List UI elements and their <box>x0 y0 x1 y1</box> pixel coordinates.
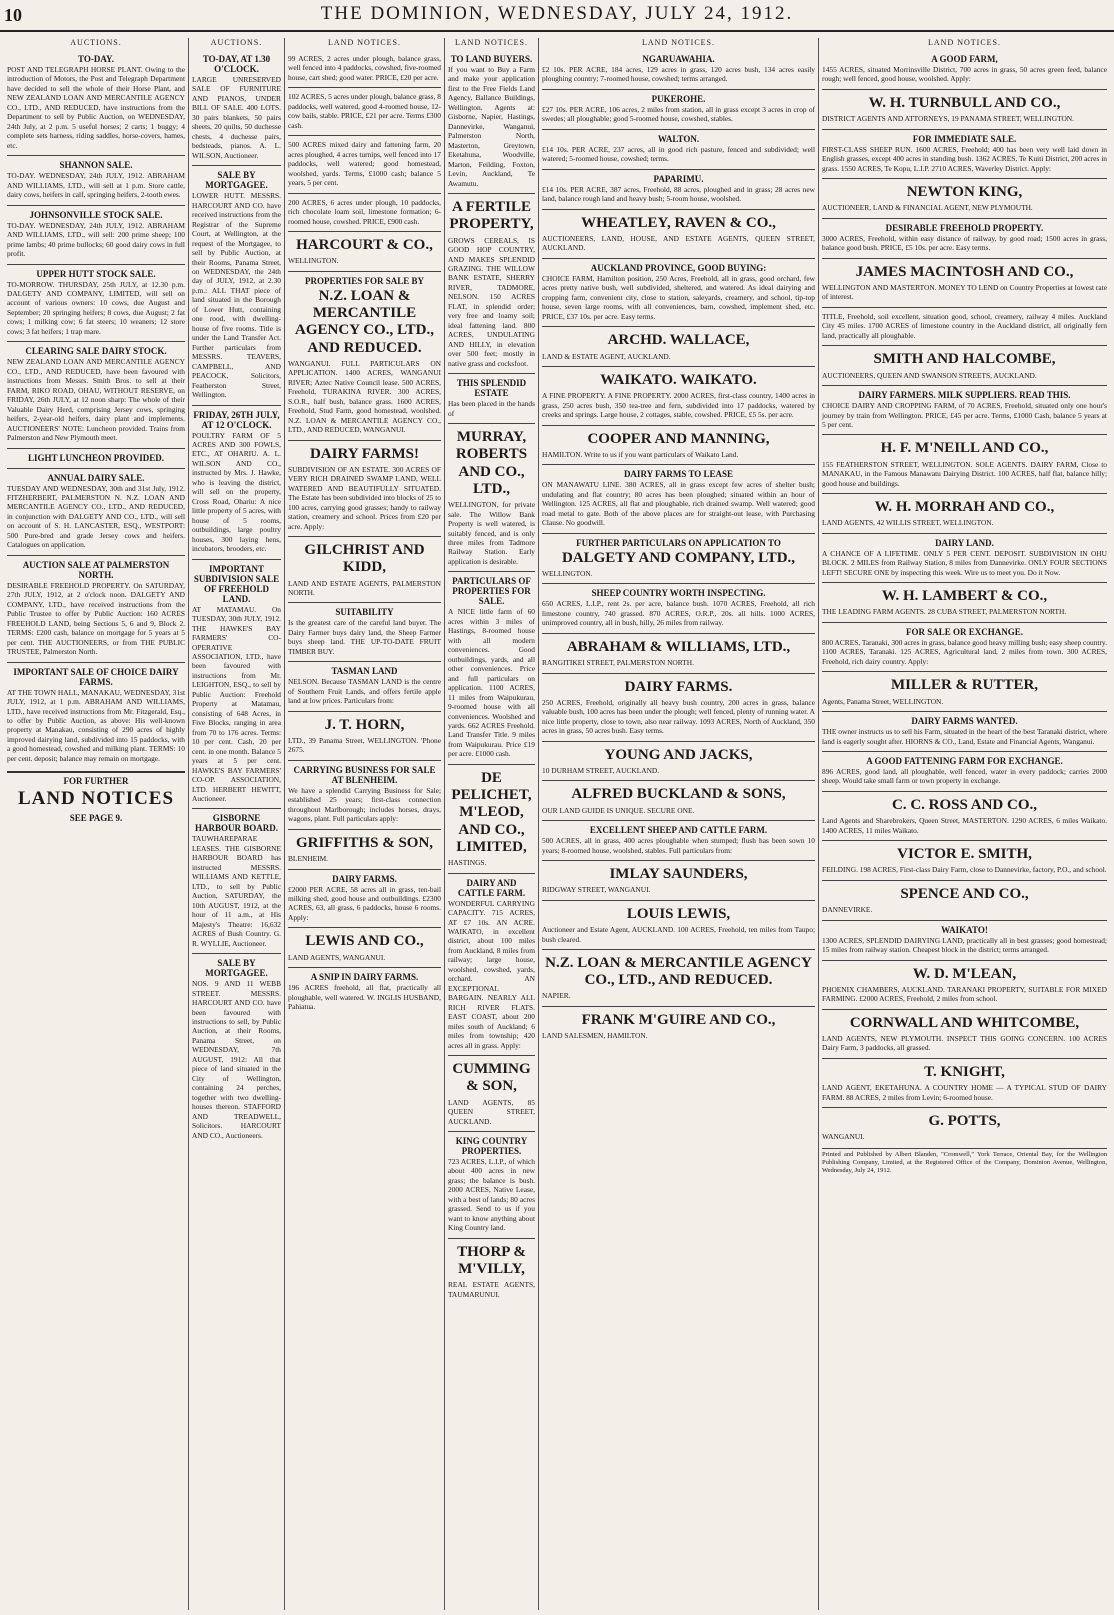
ad-advertiser-name: LEWIS AND CO., <box>305 933 424 950</box>
advertisement <box>822 345 1107 385</box>
ad-body-text: RANGITIKEI STREET, PALMERSTON NORTH. <box>542 658 694 668</box>
ad-advertiser-name: MURRAY, ROBERTS AND CO., LTD., <box>455 429 528 497</box>
advertisement <box>542 900 815 949</box>
ad-heading: DAIRY FARMERS. MILK SUPPLIERS. READ THIS. <box>858 390 1071 401</box>
ad-body-text: Agents, Panama Street, WELLINGTON. <box>822 696 944 706</box>
ad-advertiser-name: H. F. M'NEILL AND CO., <box>880 440 1049 457</box>
ad-body-text: CHOICE FARM, Hamilton position, 250 Acres, Freehold, all in grass, good orchard, few acres pretty native bush, well subdivided, sheltered, and watered. As ideal dairying and cropping farm, convenient city, close to station, saleyards, creamery, and school, tip-top house, seven large rooms, with all conveniences, barn, cowshed, implement shed, etc. PRICE, £37 10s. per acre. Easy terms. <box>542 273 815 321</box>
ad-body-text: 723 ACRES, L.I.P., of which about 400 acres in new grass; the balance is bush. 2000 ACRES, Native Lease, with a best of lands; 80 acres grassed. Send to us if you want to know anything about King Country land. <box>448 1157 535 1233</box>
page-header <box>0 0 1114 32</box>
ad-heading: DAIRY LAND. <box>935 537 994 548</box>
ad-heading: SALE BY MORTGAGEE. <box>205 958 268 979</box>
ad-advertiser-name: THORP & M'VILLY, <box>457 1243 526 1277</box>
advertisement <box>448 193 535 373</box>
ad-body-text: CHOICE DAIRY AND CROPPING FARM, of 70 ACRES, Freehold, situated only one hour's journey by train from Wellington. PRICE, £45 per acre. Terms, £1000 Cash, balance 5 years at 5 per cent. <box>822 401 1107 429</box>
ad-body-text: AUCTIONEER, LAND & FINANCIAL AGENT, NEW PLYMOUTH. <box>822 203 1033 213</box>
ad-heading: IMPORTANT SUBDIVISION SALE OF FREEHOLD LAND. <box>193 563 280 604</box>
advertisement <box>192 165 281 404</box>
advertisement <box>822 533 1107 582</box>
ad-advertiser-name: W. D. M'LEAN, <box>912 965 1017 982</box>
advertisement <box>542 820 815 860</box>
footer-see-page: SEE PAGE 9. <box>69 813 123 824</box>
ad-heading: PUKEROHE. <box>651 93 706 104</box>
ad-advertiser-name: DALGETY AND COMPANY, LTD., <box>561 549 796 566</box>
ad-body-text: TO-DAY. WEDNESDAY, 24th JULY, 1912. ABRAHAM AND WILLIAMS, LTD., will sell at 1 p.m. Store cattle, dairy cows, heifers in calf, springing heifers, 2-tooth ewes. <box>7 171 185 200</box>
ad-body-text: 196 ACRES freehold, all flat, practically all ploughable, well watered. W. INGLIS HUSBAND, Pahiatua. <box>288 983 441 1012</box>
ad-body-text: AT MATAMAU. On TUESDAY, 30th JULY, 1912. THE HAWKE'S BAY FARMERS' CO-OPERATIVE ASSOCIATION, LTD., have been favoured with instructions from Mr. LEIGHTON, ESQ., to sell by Public Auction: Freehold Property at Matamau, consisting of 648 Acres, in Five Blocks, ranging in area from 70 to 176 acres. Terms: 10 per cent. Cash, 20 per cent. in one month. Balance 5 years at 5 per cent. HAWKE'S BAY FARMERS' CO-OP. ASSOCIATION, LTD. HERBERT HEWITT, Auctioneer. <box>192 604 281 803</box>
advertisement <box>288 50 441 87</box>
ad-advertiser-name: ALFRED BUCKLAND & SONS, <box>571 786 786 803</box>
advertisement <box>448 873 535 1056</box>
ad-list <box>192 50 281 1145</box>
ad-list <box>542 50 815 1046</box>
advertisement <box>822 751 1107 791</box>
ad-body-text: DESIRABLE FREEHOLD PROPERTY. On SATURDAY, 27th JULY, 1912, at 2 o'clock noon. DALGETY AND COMPANY, LTD., have received instructions from the Public Trustee to offer by Public Auction: 160 ACRES FREEHOLD LAND, being Sections 5, 6 and 9, Block 2. TERMS: £200 cash, balance on mortgage for 5 years at 5 per cent. THE AUCTIONEERS, or from THE PUBLIC TRUSTEE, Palmerston North. <box>7 580 185 657</box>
ad-body-text: LAND AGENT, EKETAHUNA. A COUNTRY HOME — A TYPICAL STUD OF DAIRY FARM. 88 ACRES, 2 miles from Levin; 6-roomed house. <box>822 1083 1107 1102</box>
advertisement <box>822 960 1107 1009</box>
ad-advertiser-name: MILLER & RUTTER, <box>890 677 1039 694</box>
ad-advertiser-name: W. H. LAMBERT & CO., <box>881 588 1048 605</box>
ad-advertiser-name: COOPER AND MANNING, <box>587 430 770 447</box>
ad-body-text: WELLINGTON AND MASTERTON. MONEY TO LEND on Country Properties at lowest rate of interest. <box>822 282 1107 302</box>
advertisement <box>822 258 1107 307</box>
ad-body-text: DANNEVIRKE. <box>822 905 873 915</box>
ad-heading: CLEARING SALE DAIRY STOCK. <box>25 346 167 357</box>
masthead: THE DOMINION, WEDNESDAY, JULY 24, 1912. <box>320 3 794 24</box>
advertisement <box>288 869 441 928</box>
ad-body-text: WONDERFUL CARRYING CAPACITY. 715 ACRES, AT £7 10s. AN ACRE. WAIKATO, in excellent district, about 100 miles from Auckland, 8 miles from railway; large house, woolshed, cowshed, yards, orchard. AN EXCEPTIONAL BARGAIN. NEARLY ALL RICH RIVER FLATS. EAST COAST, about 200 miles south of Auckland; 6 miles from township; 420 acres all in grass. Apply: <box>448 898 535 1050</box>
advertisement <box>822 791 1107 840</box>
ad-body-text: WELLINGTON, for private sale. The Willow Bank Property is well watered, is suitably fenced, and is only three miles from Tadmore Railway Station. Early application is desirable. <box>448 500 535 566</box>
advertisement <box>448 1131 535 1238</box>
column-heading: LAND NOTICES. <box>928 38 1001 47</box>
ad-advertiser-name: W. H. TURNBULL AND CO., <box>868 94 1061 111</box>
ad-advertiser-name: HARCOURT & CO., <box>296 237 433 254</box>
advertisement <box>288 661 441 710</box>
advertisement <box>822 671 1107 711</box>
ad-body-text: ON MANAWATU LINE. 380 ACRES, all in grass except few acres of shelter bush; undulating and flat country; 80 acres has been ploughed; situated within an hour of Wellington. 125 ACRES, all flat and ploughable, rich drained swamp. Well watered; good road metal to gate. Both of the above places are for straight-out lease, with Purchasing Clause. No goodwill. <box>542 480 815 528</box>
ad-body-text: LARGE UNRESERVED SALE OF FURNITURE AND PIANOS, UNDER BILL OF SALE. 400 LOTS. 30 pairs blankets, 50 pairs sheets, 20 quilts, 50 duchesse chests, 4 duchesse pairs, bedsteads, pianos. A. L. WILSON, Auctioneer. <box>192 75 281 160</box>
ad-advertiser-name: DAIRY FARMS! <box>309 445 420 462</box>
ad-heading: PARTICULARS OF PROPERTIES FOR SALE. <box>452 576 531 607</box>
ad-body-text: LAND SALESMEN, HAMILTON. <box>542 1031 648 1041</box>
advertisement <box>542 673 815 741</box>
ad-body-text: NOS. 9 AND 11 WEBB STREET. MESSRS. HARCOURT AND CO. have been favoured with instructions to sell, by Public Auction, at their Rooms, Panama Street, on WEDNESDAY, 7th AUGUST, 1912: All that piece of land situated in the City of Wellington, containing 24 perches, together with two dwelling-houses thereon. STAFFORD AND TREADWELL, Solicitors. HARCOURT AND CO., Auctioneers. <box>192 979 281 1140</box>
advertisement <box>822 307 1107 345</box>
ad-body-text: AUCTIONEERS, QUEEN AND SWANSON STREETS, AUCKLAND. <box>822 370 1037 380</box>
ad-advertiser-name: J. T. HORN, <box>324 716 405 733</box>
ad-body-text: WELLINGTON. <box>542 568 593 578</box>
advertisement <box>192 808 281 953</box>
ad-body-text: £27 10s. PER ACRE, 106 acres, 2 miles from station, all in grass except 3 acres in crop of swedes; all ploughable; good 5-roomed house, cowshed, stables. <box>542 104 815 124</box>
advertisement <box>822 434 1107 493</box>
ad-heading: UPPER HUTT STOCK SALE. <box>36 268 156 279</box>
ad-advertiser-name: VICTOR E. SMITH, <box>897 846 1032 863</box>
advertisement <box>448 50 535 193</box>
column-auctions-1 <box>4 38 188 1610</box>
ad-heading: JOHNSONVILLE STOCK SALE. <box>29 209 163 220</box>
ad-advertiser-name: DAIRY FARMS. <box>624 678 733 695</box>
column-auctions-2 <box>188 38 284 1610</box>
ad-heading: TO-DAY, AT 1.30 O'CLOCK. <box>202 54 271 74</box>
advertisement <box>7 341 185 447</box>
footer-small: FOR FURTHER <box>63 776 129 787</box>
advertisement <box>822 50 1107 89</box>
advertisement <box>542 464 815 532</box>
ad-heading: DAIRY FARMS. <box>332 873 397 884</box>
ad-body-text: 200 ACRES, 6 acres under plough, 10 paddocks, rich chocolate loam soil, limestone formation; 6-roomed house, cowshed. PRICE, £900 cash. <box>288 197 441 226</box>
ad-advertiser-name: IMLAY SAUNDERS, <box>609 866 748 883</box>
ad-heading: A GOOD FARM, <box>931 54 998 64</box>
advertisement <box>542 633 815 673</box>
ad-body-text: TAUWHAREPARAE LEASES. THE GISBORNE HARBOUR BOARD has instructed MESSRS. WILLIAMS AND KETTLE, LTD., to sell by Public Auction, SATURDAY, the 10th AUGUST, 1912, at the hour of 11 a.m., at His Majesty's Theatre: 16,632 ACRES of Bush Country. G. R. WYLLIE, Auctioneer. <box>192 834 281 948</box>
advertisement <box>822 385 1107 434</box>
advertisement <box>542 258 815 326</box>
advertisement <box>822 711 1107 751</box>
advertisement <box>288 271 441 440</box>
ad-body-text: RIDGWAY STREET, WANGANUI. <box>542 885 651 895</box>
ad-body-text: HASTINGS. <box>448 858 487 868</box>
advertisement <box>448 1055 535 1131</box>
ad-advertiser-name: WAIKATO. WAIKATO. <box>600 372 757 388</box>
advertisement <box>542 129 815 169</box>
advertisement <box>288 760 441 829</box>
ad-advertiser-name: ARCHD. WALLACE, <box>607 332 750 349</box>
column-heading: AUCTIONS. <box>210 38 263 47</box>
ad-heading: DAIRY FARMS WANTED. <box>911 716 1018 727</box>
ad-body-text: AUCTIONEERS, LAND, HOUSE, AND ESTATE AGENTS, QUEEN STREET, AUCKLAND. <box>542 234 815 253</box>
ad-advertiser-name: LOUIS LEWIS, <box>626 905 731 922</box>
ad-body-text: NELSON. Because TASMAN LAND is the centre of Southern Fruit Lands, and offers fertile apple land at low prices. Particulars from: <box>288 677 441 706</box>
ad-body-text: A FINE PROPERTY. A FINE PROPERTY. 2000 ACRES, first-class country, 1400 acres in grass, 250 acres bush, 350 tea-tree and fern, subdivided into 17 paddocks, watered by creeks and springs. Large house, 2 cottages, stable, cowshed. PRICE, £5 5s. per acre. <box>542 391 815 420</box>
ad-body-text: 250 ACRES, Freehold, originally all heavy bush country, 200 acres in grass, balance valuable bush, 100 acres has been under the plough; well fenced, plenty of running water. A nice little property, close to town, also near railway. 1093 ACRES, North of Auckland, 350 acres in grass, 50 acres bush. Easy terms. <box>542 697 815 736</box>
ad-heading: AUCKLAND PROVINCE, GOOD BUYING: <box>590 262 767 273</box>
ad-heading: DESIRABLE FREEHOLD PROPERTY. <box>885 222 1044 233</box>
advertisement <box>542 533 815 584</box>
ad-body-text: TITLE, Freehold, soil excellent, situation good, school, creamery, railway 4 miles. Auckland City 45 miles. 1700 ACRES of limestone country in the Auckland district, all originally fern land, practically all ploughable. <box>822 311 1107 340</box>
ad-body-text: TUESDAY AND WEDNESDAY, 30th and 31st July, 1912. FITZHERBERT, PALMERSTON N. N.Z. LOAN AND MERCANTILE AGENCY CO., LTD., AND REDUCED, in conjunction with DALGETY AND CO., LTD., will sell on account of S. H. LANCASTER, ESQ., WESTPORT: 500 Pure-bred and grade Jersey cows and heifers. Catalogues on application. <box>7 483 185 550</box>
column-land-notices-1 <box>284 38 444 1610</box>
advertisement <box>822 622 1107 671</box>
advertisement <box>542 169 815 209</box>
ad-heading: CARRYING BUSINESS FOR SALE AT BLENHEIM. <box>293 764 436 785</box>
ad-body-text: 1300 ACRES, SPLENDID DAIRYING LAND, practically all in best grasses; good homestead; 15 miles from railway station. Cheapest block in the district; terms arranged. <box>822 935 1107 955</box>
advertisement <box>542 366 815 425</box>
ad-advertiser-name: N.Z. LOAN & MERCANTILE AGENCY CO., LTD., AND REDUCED. <box>295 287 434 356</box>
advertisement <box>542 583 815 632</box>
ad-body-text: 99 ACRES, 2 acres under plough, balance grass, well fenced into 4 paddocks, cowshed, five-roomed house, cart shed; good water. PRICE, £20 per acre. <box>288 54 441 82</box>
ad-body-text: 896 ACRES, good land, all ploughable, well fenced, water in every paddock; carries 2000 sheep. Would take small farm or town property in exchange. <box>822 767 1107 786</box>
ad-body-text: THE LEADING FARM AGENTS. 28 CUBA STREET, PALMERSTON NORTH. <box>822 607 1067 617</box>
advertisement <box>542 50 815 89</box>
ad-body-text: PHOENIX CHAMBERS, AUCKLAND. TARANAKI PROPERTY, SUITABLE FOR MIXED FARMING. £2000 ACRES, Freehold, 2 miles from school. <box>822 984 1107 1004</box>
advertisement <box>192 405 281 559</box>
ad-heading: WALTON. <box>657 133 700 144</box>
advertisement <box>822 129 1107 178</box>
ad-body-text: POULTRY FARM OF 5 ACRES AND 300 FOWLS, ETC., AT OHARIU. A. L. WILSON AND CO., instructed by Mrs. J. Hawke, who is leaving the district, will sell on the property, Cross Road, Ohariu: A nice little property of 5 acres, with house of 5 rooms, outbuildings, large poultry houses, 300 laying hens, incubators, brooders, etc. <box>192 430 281 554</box>
ad-advertiser-name: GILCHRIST AND KIDD, <box>304 542 425 576</box>
ad-body-text: LTD., 39 Panama Street, WELLINGTON. 'Phone 2675. <box>288 736 441 755</box>
ad-heading: NGARUAWAHIA. <box>642 54 715 64</box>
ad-body-text: £14 10s. PER ACRE, 387 acres, Freehold, 88 acres, ploughed and in grass; 28 acres new land, balance rough land and heavy bush; 5-room house, woolshed. <box>542 184 815 204</box>
ad-advertiser-name: G. POTTS, <box>928 1113 1001 1130</box>
ad-heading: THIS SPLENDID ESTATE <box>456 378 527 399</box>
column-land-notices-3 <box>538 38 818 1610</box>
ad-body-text: SUBDIVISION OF AN ESTATE. 300 ACRES OF VERY RICH DRAINED SWAMP LAND, WELL WATERED AND BEAUTIFULLY SITUATED. The Estate has been subdivided into blocks of 25 to 100 acres, carrying good grasses; handy to railway station, creamery and school. Prices from £20 per acre. Apply: <box>288 464 441 531</box>
advertisement <box>448 1238 535 1304</box>
ad-heading: TO LAND BUYERS. <box>450 54 533 64</box>
advertisement <box>822 1009 1107 1058</box>
ad-body-text: If you want to Buy a Farm and make your application first to the Free Fields Land Agency, Ballance Buildings, Wellington. Agents at: Gisborne, Napier, Hastings, Dannevirke, Wanganui, Palmerston North, Masterton, Greytown, Eketahuna, Woodville, Marton, Feilding, Foxton, Levin, Auckland, Te Awamutu. <box>448 65 535 188</box>
advertisement <box>822 218 1107 258</box>
ad-advertiser-name: N.Z. LOAN & MERCANTILE AGENCY CO., LTD., AND REDUCED. <box>545 954 812 989</box>
ad-body-text: POST AND TELEGRAPH HORSE PLANT. Owing to the introduction of Motors, the Post and Telegraph Department have decided to sell the whole of their Horse Plant, and NEW ZEALAND LOAN AND MERCANTILE AGENCY CO., LTD., AND REDUCED, have instructions from the Department to sell by Public Auction, on WEDNESDAY, 24th July, at 2 p.m. 5 useful horses; 2 carts; 1 buggy; 4 complete sets harness, riding saddles, horse-covers, hames, etc. <box>7 65 185 150</box>
ad-heading: SHEEP COUNTRY WORTH INSPECTING. <box>591 588 766 599</box>
ad-heading: A GOOD FATTENING FARM FOR EXCHANGE. <box>866 756 1063 766</box>
advertisement <box>7 155 185 204</box>
advertisement <box>7 205 185 264</box>
ad-body-text: REAL ESTATE AGENTS, TAUMARUNUI. <box>448 1280 535 1299</box>
advertisement <box>288 135 441 192</box>
ad-body-text: NEW ZEALAND LOAN AND MERCANTILE AGENCY CO., LTD., AND REDUCED, have been favoured with instructions from Messrs. Smith Bros. to sell at their FARM, RIKO ROAD, OHAU, WITHOUT RESERVE, on FRIDAY, 26th JULY, at 12 noon sharp: The whole of their Valuable Dairy Herd, comprising Jersey cows, springing heifers, 2-year-old heifers, dairy plant and implements. AUCTIONEERS' NOTE: Luncheon provided. Trains from Palmerston and New Plymouth meet. <box>7 357 185 443</box>
ad-heading: PAPARIMU. <box>653 173 704 184</box>
ad-body-text: WANGANUI. FULL PARTICULARS ON APPLICATION. 1400 ACRES, WANGANUI RIVER; Aztec Native Council lease. 500 ACRES, Freehold, TURAKINA RIVER. 300 ACRES, S.O.R., half bush, balance grass. 1600 ACRES, Freehold, Stud Farm, good homestead, woolshed. N.Z. LOAN & MERCANTILE AGENCY CO., LTD., AND REDUCED, WANGANUI. <box>288 358 441 435</box>
ad-heading: IMPORTANT SALE OF CHOICE DAIRY FARMS. <box>13 666 179 687</box>
ad-heading: FURTHER PARTICULARS ON APPLICATION TO <box>576 537 781 548</box>
ad-advertiser-name: YOUNG AND JACKS, <box>604 746 753 763</box>
ad-body-text: BLENHEIM. <box>288 854 329 864</box>
advertisement <box>7 50 185 155</box>
advertisement <box>7 448 185 468</box>
ad-body-text: Is the greatest care of the careful land buyer. The Dairy Farmer buys dairy land, the Sheep Farmer buys sheep land. THE UP-TO-DATE FRUIT TIMBER BUY. <box>288 618 441 656</box>
ad-list <box>288 50 441 1017</box>
ad-advertiser-name: DE PELICHET, M'LEOD, AND CO., LIMITED, <box>451 769 532 855</box>
advertisement <box>7 555 185 662</box>
ad-advertiser-name: T. KNIGHT, <box>924 1063 1005 1080</box>
advertisement <box>448 571 535 764</box>
ad-body-text: 3000 ACRES, Freehold, within easy distance of railway, by good road; 1500 acres in grass, balance good bush. PRICE, £5 10s. per acre. Easy terms. <box>822 233 1107 253</box>
ad-body-text: TO-MORROW. THURSDAY, 25th JULY, at 12.30 p.m. DALGETY AND COMPANY, LIMITED, will sell on account of various owners: 10 cows, due August and September; 20 springing heifers; 8 cows, due August; 2 fat cows; 1 milking cow; 6 fat steers; 10 weaners; 12 store cows; 3 fat heifers; 1 trap mare. <box>7 279 185 336</box>
advertisement <box>542 949 815 1006</box>
ad-body-text: LAND AGENTS, 85 QUEEN STREET, AUCKLAND. <box>448 1097 535 1126</box>
ad-heading: SUITABILITY <box>335 607 394 618</box>
advertisement <box>7 468 185 555</box>
advertisement <box>288 193 441 231</box>
advertisement <box>288 711 441 760</box>
ad-advertiser-name: WHEATLEY, RAVEN & CO., <box>581 214 776 231</box>
ad-body-text: OUR LAND GUIDE IS UNIQUE. SECURE ONE. <box>542 805 695 815</box>
ad-body-text: AT THE TOWN HALL, MANAKAU, WEDNESDAY, 31st JULY, 1912, at 1 p.m. ABRAHAM AND WILLIAMS, LTD., have received instructions from Mr. Fitzgerald, Esq., to offer by Public Auction, as above: His well-known property at Manakau, consisting of 290 acres of highly improved dairying land, subdivided into 15 paddocks, with a good homestead, cowshed and milking plant. TERMS: 10 per cent. deposit; balance may remain on mortgage. <box>7 687 185 763</box>
advertisement <box>822 1058 1107 1107</box>
advertisement <box>822 493 1107 533</box>
ad-heading: LIGHT LUNCHEON PROVIDED. <box>27 452 165 463</box>
ad-body-text: We have a splendid Carrying Business for Sale; established 25 years; first-class connection throughout Marlborough; includes horses, drays, wagons, plant. Full particulars apply: <box>288 785 441 824</box>
advertisement <box>542 425 815 465</box>
columns-area <box>4 38 1110 1610</box>
ad-heading: FOR IMMEDIATE SALE. <box>912 133 1017 144</box>
advertisement <box>822 880 1107 920</box>
ad-body-text: 155 FEATHERSTON STREET, WELLINGTON. SOLE AGENTS. DAIRY FARM, Close to MANAKAU, in the Famous Manawatu Dairying District. 100 ACRES, half flat, balance hilly; good house and buildings. <box>822 459 1107 488</box>
ad-heading: GISBORNE HARBOUR BOARD. <box>194 813 278 834</box>
ad-heading: PROPERTIES FOR SALE BY <box>305 275 424 286</box>
ad-heading: DAIRY FARMS TO LEASE <box>623 469 734 480</box>
ad-list <box>448 50 535 1304</box>
ad-body-text: A NICE little farm of 60 acres within 3 miles of Hastings, 8-roomed house with all modern conveniences. Good outbuildings, yards, and all other conveniences. Price and full particulars on application. 1100 ACRES, 11 miles from Waipukurau, 9-roomed house with all conveniences. Woolshed and yards. 662 ACRES Freehold. Land Transfer Title. 9 miles from Waipukurau. Price £19 per acre. £1000 cash. <box>448 607 535 759</box>
ad-body-text: HAMILTON. Write to us if you want particulars of Waikato Land. <box>542 449 739 459</box>
ad-body-text: DISTRICT AGENTS AND ATTORNEYS, 19 PANAMA STREET, WELLINGTON. <box>822 114 1074 124</box>
ad-body-text: £14 10s. PER ACRE, 237 acres, all in good rich pasture, fenced and subdivided; well watered; 5-roomed house, cowshed; terms. <box>542 144 815 164</box>
advertisement <box>448 764 535 873</box>
advertisement <box>288 440 441 537</box>
ad-body-text: LAND AND ESTATE AGENTS, PALMERSTON NORTH. <box>288 578 441 597</box>
advertisement <box>542 326 815 366</box>
advertisement <box>542 741 815 781</box>
footer-land-notices: LAND NOTICES <box>17 788 175 810</box>
ad-heading: FRIDAY, 26TH JULY, AT 12 O'CLOCK. <box>193 409 280 430</box>
ad-advertiser-name: C. C. ROSS AND CO., <box>891 796 1038 813</box>
column-heading: AUCTIONS. <box>70 38 122 47</box>
advertisement <box>288 87 441 135</box>
ad-body-text: A CHANCE OF A LIFETIME. ONLY 5 PER CENT. DEPOSIT. SUBDIVISION IN OHU BLOCK. 2 MILES from Railway Station, 8 miles from Dannevirke. ONLY FOUR SECTIONS LEFT! SECURE ONE by inspecting this week. Wire us to meet you. Do it Now. <box>822 548 1107 577</box>
ad-advertiser-name: CUMMING & SON, <box>452 1061 531 1095</box>
advertisement <box>542 860 815 900</box>
advertisement <box>288 829 441 869</box>
advertisement <box>7 662 185 769</box>
ad-body-text: THE owner instructs us to sell his Farm, situated in the heart of the best Taranaki district, where land is eagerly sought after. HIORNS & CO., Land, Estate and Financial Agents, Wanganui. <box>822 727 1107 746</box>
ad-heading: SHANNON SALE. <box>59 160 133 171</box>
advertisement <box>192 50 281 165</box>
advertisement <box>542 89 815 129</box>
ad-body-text: FEILDING. 198 ACRES, First-class Dairy Farm, close to Dannevirke, factory, P.O., and school. <box>822 865 1107 875</box>
ad-body-text: 500 ACRES, all in grass, 400 acres ploughable when stumped; flush has been sown 10 years; 8-roomed house, woolshed, stables. Full particulars from: <box>542 836 815 855</box>
ad-heading: A SNIP IN DAIRY FARMS. <box>310 972 419 983</box>
ad-body-text: LAND & ESTATE AGENT, AUCKLAND. <box>542 351 671 361</box>
advertisement <box>192 953 281 1145</box>
ad-advertiser-name: A FERTILE PROPERTY, <box>449 199 534 233</box>
ad-advertiser-name: W. H. MORRAH AND CO., <box>874 499 1055 516</box>
ad-heading: WAIKATO! <box>941 924 988 935</box>
ad-advertiser-name: FRANK M'GUIRE AND CO., <box>581 1011 776 1028</box>
ad-body-text: £2 10s. PER ACRE, 184 acres, 129 acres in grass, 120 acres bush, 134 acres easily ploughing country; 7-roomed house, cowshed; terms arranged. <box>542 65 815 84</box>
ad-body-text: Has been placed in the hands of <box>448 399 535 418</box>
ad-body-text: LAND AGENTS, 42 WILLIS STREET, WELLINGTON. <box>822 518 994 528</box>
ad-body-text: 650 ACRES, L.I.P., rent 2s. per acre, balance bush. 1070 ACRES, Freehold, all rich limestone country, 740 grassed. 870 ACRES, O.R.P., 20s. all hills. 1000 ACRES, unimproved country, all in bush, hilly, 26 miles from railway. <box>542 599 815 628</box>
ad-advertiser-name: ABRAHAM & WILLIAMS, LTD., <box>566 638 791 655</box>
ad-heading: SALE BY MORTGAGEE. <box>205 170 268 191</box>
ad-heading: TASMAN LAND <box>331 666 398 677</box>
ad-heading: AUCTION SALE AT PALMERSTON NORTH. <box>22 559 170 580</box>
ad-heading: DAIRY AND CATTLE FARM. <box>457 877 526 898</box>
ad-advertiser-name: CORNWALL AND WHITCOMBE, <box>849 1014 1080 1031</box>
ad-body-text: GROWS CEREALS, IS GOOD HOP COUNTRY, AND MAKES SPLENDID GRAZING. THE WILLOW BANK ESTATE, SHERRY RIVER, TADMORE, NELSON. 150 ACRES FLAT, in splendid order; very free and loamy soil; ideal fattening land. 800 ACRES, UNDULATING AND HILLY, in elevation over 500 feet; mostly in native grass and cocksfoot. <box>448 235 535 368</box>
advertisement <box>542 1006 815 1046</box>
ad-heading: ANNUAL DAIRY SALE. <box>47 472 145 483</box>
ad-body-text: 10 DURHAM STREET, AUCKLAND. <box>542 765 660 775</box>
ad-heading: TO-DAY. <box>78 54 114 64</box>
ad-body-text: WELLINGTON. <box>288 256 339 266</box>
advertisement <box>288 231 441 271</box>
advertisement <box>822 582 1107 622</box>
column-heading: LAND NOTICES. <box>642 38 715 47</box>
ad-body-text: LAND AGENTS, NEW PLYMOUTH. INSPECT THIS GOING CONCERN. 100 ACRES Dairy Farm, 3 paddocks, all grassed. <box>822 1033 1107 1053</box>
advertisement <box>192 559 281 809</box>
advertisement <box>822 89 1107 129</box>
ad-heading: KING COUNTRY PROPERTIES. <box>455 1136 528 1156</box>
ad-body-text: £2000 PER ACRE, 58 acres all in grass, ten-bail milking shed, good house and outbuildings. £2300 ACRES, 63, all grass, 6 paddocks, house 6 rooms. Apply: <box>288 884 441 922</box>
advertisement <box>822 840 1107 880</box>
ad-advertiser-name: SMITH AND HALCOMBE, <box>873 351 1056 368</box>
ad-body-text: 500 ACRES mixed dairy and fattening farm, 20 acres ploughed, 4 acres turnips, well fenced into 17 paddocks, well watered; good homestead, woolshed, yards. Terms, £1000 cash; balance 5 years, 5 per cent. <box>288 140 441 188</box>
advertisement <box>288 536 441 602</box>
column-heading: LAND NOTICES. <box>328 38 401 47</box>
column-land-notices-4 <box>818 38 1110 1610</box>
ad-body-text: 800 ACRES, Taranaki, 300 acres in grass, balance good heavy milling bush; easy sheep country. 1100 ACRES, Taranaki. 125 ACRES, Agricultural land, 2 miles from town. 300 ACRES, Freehold, rich dairy country. Apply: <box>822 637 1107 666</box>
ad-advertiser-name: SPENCE AND CO., <box>900 885 1029 902</box>
column-land-notices-2 <box>444 38 538 1610</box>
ad-advertiser-name: JAMES MACINTOSH AND CO., <box>855 263 1074 280</box>
ad-body-text: Auctioneer and Estate Agent, AUCKLAND. 100 ACRES, Freehold, ten miles from Taupo; bush cleared. <box>542 925 815 944</box>
advertisement <box>822 1107 1107 1147</box>
ad-advertiser-name: GRIFFITHS & SON, <box>295 834 434 851</box>
advertisement <box>448 423 535 571</box>
ad-body-text: 1455 ACRES, situated Morrinsville District, 700 acres in grass, 50 acres green feed, balance rough; well fenced, good house, woolshed. Apply: <box>822 65 1107 84</box>
advertisement <box>288 927 441 967</box>
ad-body-text: 102 ACRES, 5 acres under plough, balance grass, 8 paddocks, well watered, good 4-roomed house, 12-cow bails, stable. PRICE, £21 per acre. Terms £300 cash. <box>288 92 441 130</box>
ad-body-text: FIRST-CLASS SHEEP RUN. 1600 ACRES, Freehold; 400 has been very well laid down in English grasses, except 400 acres in standing bush. 1362 ACRES, Te Kuiti District, 200 acres in grass. 1550 ACRES, Te Kopu, L.I.P. 2710 ACRES, Waverley District. Apply: <box>822 144 1107 173</box>
column-heading: LAND NOTICES. <box>455 38 528 47</box>
advertisement <box>822 920 1107 960</box>
advertisement <box>288 602 441 661</box>
page-number: 10 <box>4 5 22 25</box>
ad-body-text: WANGANUI. <box>822 1132 865 1142</box>
ad-heading: EXCELLENT SHEEP AND CATTLE FARM. <box>589 825 768 836</box>
advertisement <box>542 209 815 258</box>
ad-body-text: TO-DAY. WEDNESDAY, 24th JULY, 1912. ABRAHAM AND WILLIAMS, LTD., will sell: 200 prime sheep; 100 prime lambs; 40 prime bullocks; 60 good dairy cows in full profit. <box>7 220 185 259</box>
ad-body-text: LOWER HUTT. MESSRS. HARCOURT AND CO. have received instructions from the Registrar of the Supreme Court, at Wellington, at the request of the Mortgagee, to sell by Public Auction, at their Rooms, Panama Street, on WEDNESDAY, the 24th day of JULY, 1912, at 2.30 p.m.: ALL THAT piece of land situated in the Borough of Lower Hutt, containing one rood, with dwelling-house of five rooms. Title is under the Land Transfer Act. Further particulars from MESSRS. TEAVERS, CAMPBELL, AND PEACOCK, Solicitors, Featherston Street, Wellington. <box>192 191 281 400</box>
advertisement <box>542 780 815 820</box>
printer-imprint: Printed and Published by Albert Blanden, "Cromwell," York Terrace, Oriental Bay, for the Wellington Publishing Company, Limited, at the Registered Office of the Company, Dominion Avenue, Wellington, Wednesday, July 24, 1912. <box>822 1148 1107 1176</box>
ad-list <box>822 50 1107 1147</box>
advertisement <box>288 967 441 1016</box>
advertisement <box>7 264 185 342</box>
advertisement <box>822 178 1107 218</box>
ad-body-text: NAPIER. <box>542 991 571 1001</box>
ad-advertiser-name: NEWTON KING, <box>906 184 1023 201</box>
ad-heading: FOR SALE OR EXCHANGE. <box>905 626 1023 637</box>
advertisement <box>448 373 535 423</box>
ad-body-text: Land Agents and Sharebrokers, Queen Street, MASTERTON. 1290 ACRES, 6 miles Waikato. 1400 ACRES, 11 miles Waikato. <box>822 816 1107 835</box>
ad-body-text: LAND AGENTS, WANGANUI. <box>288 952 386 962</box>
ad-list <box>7 50 185 768</box>
